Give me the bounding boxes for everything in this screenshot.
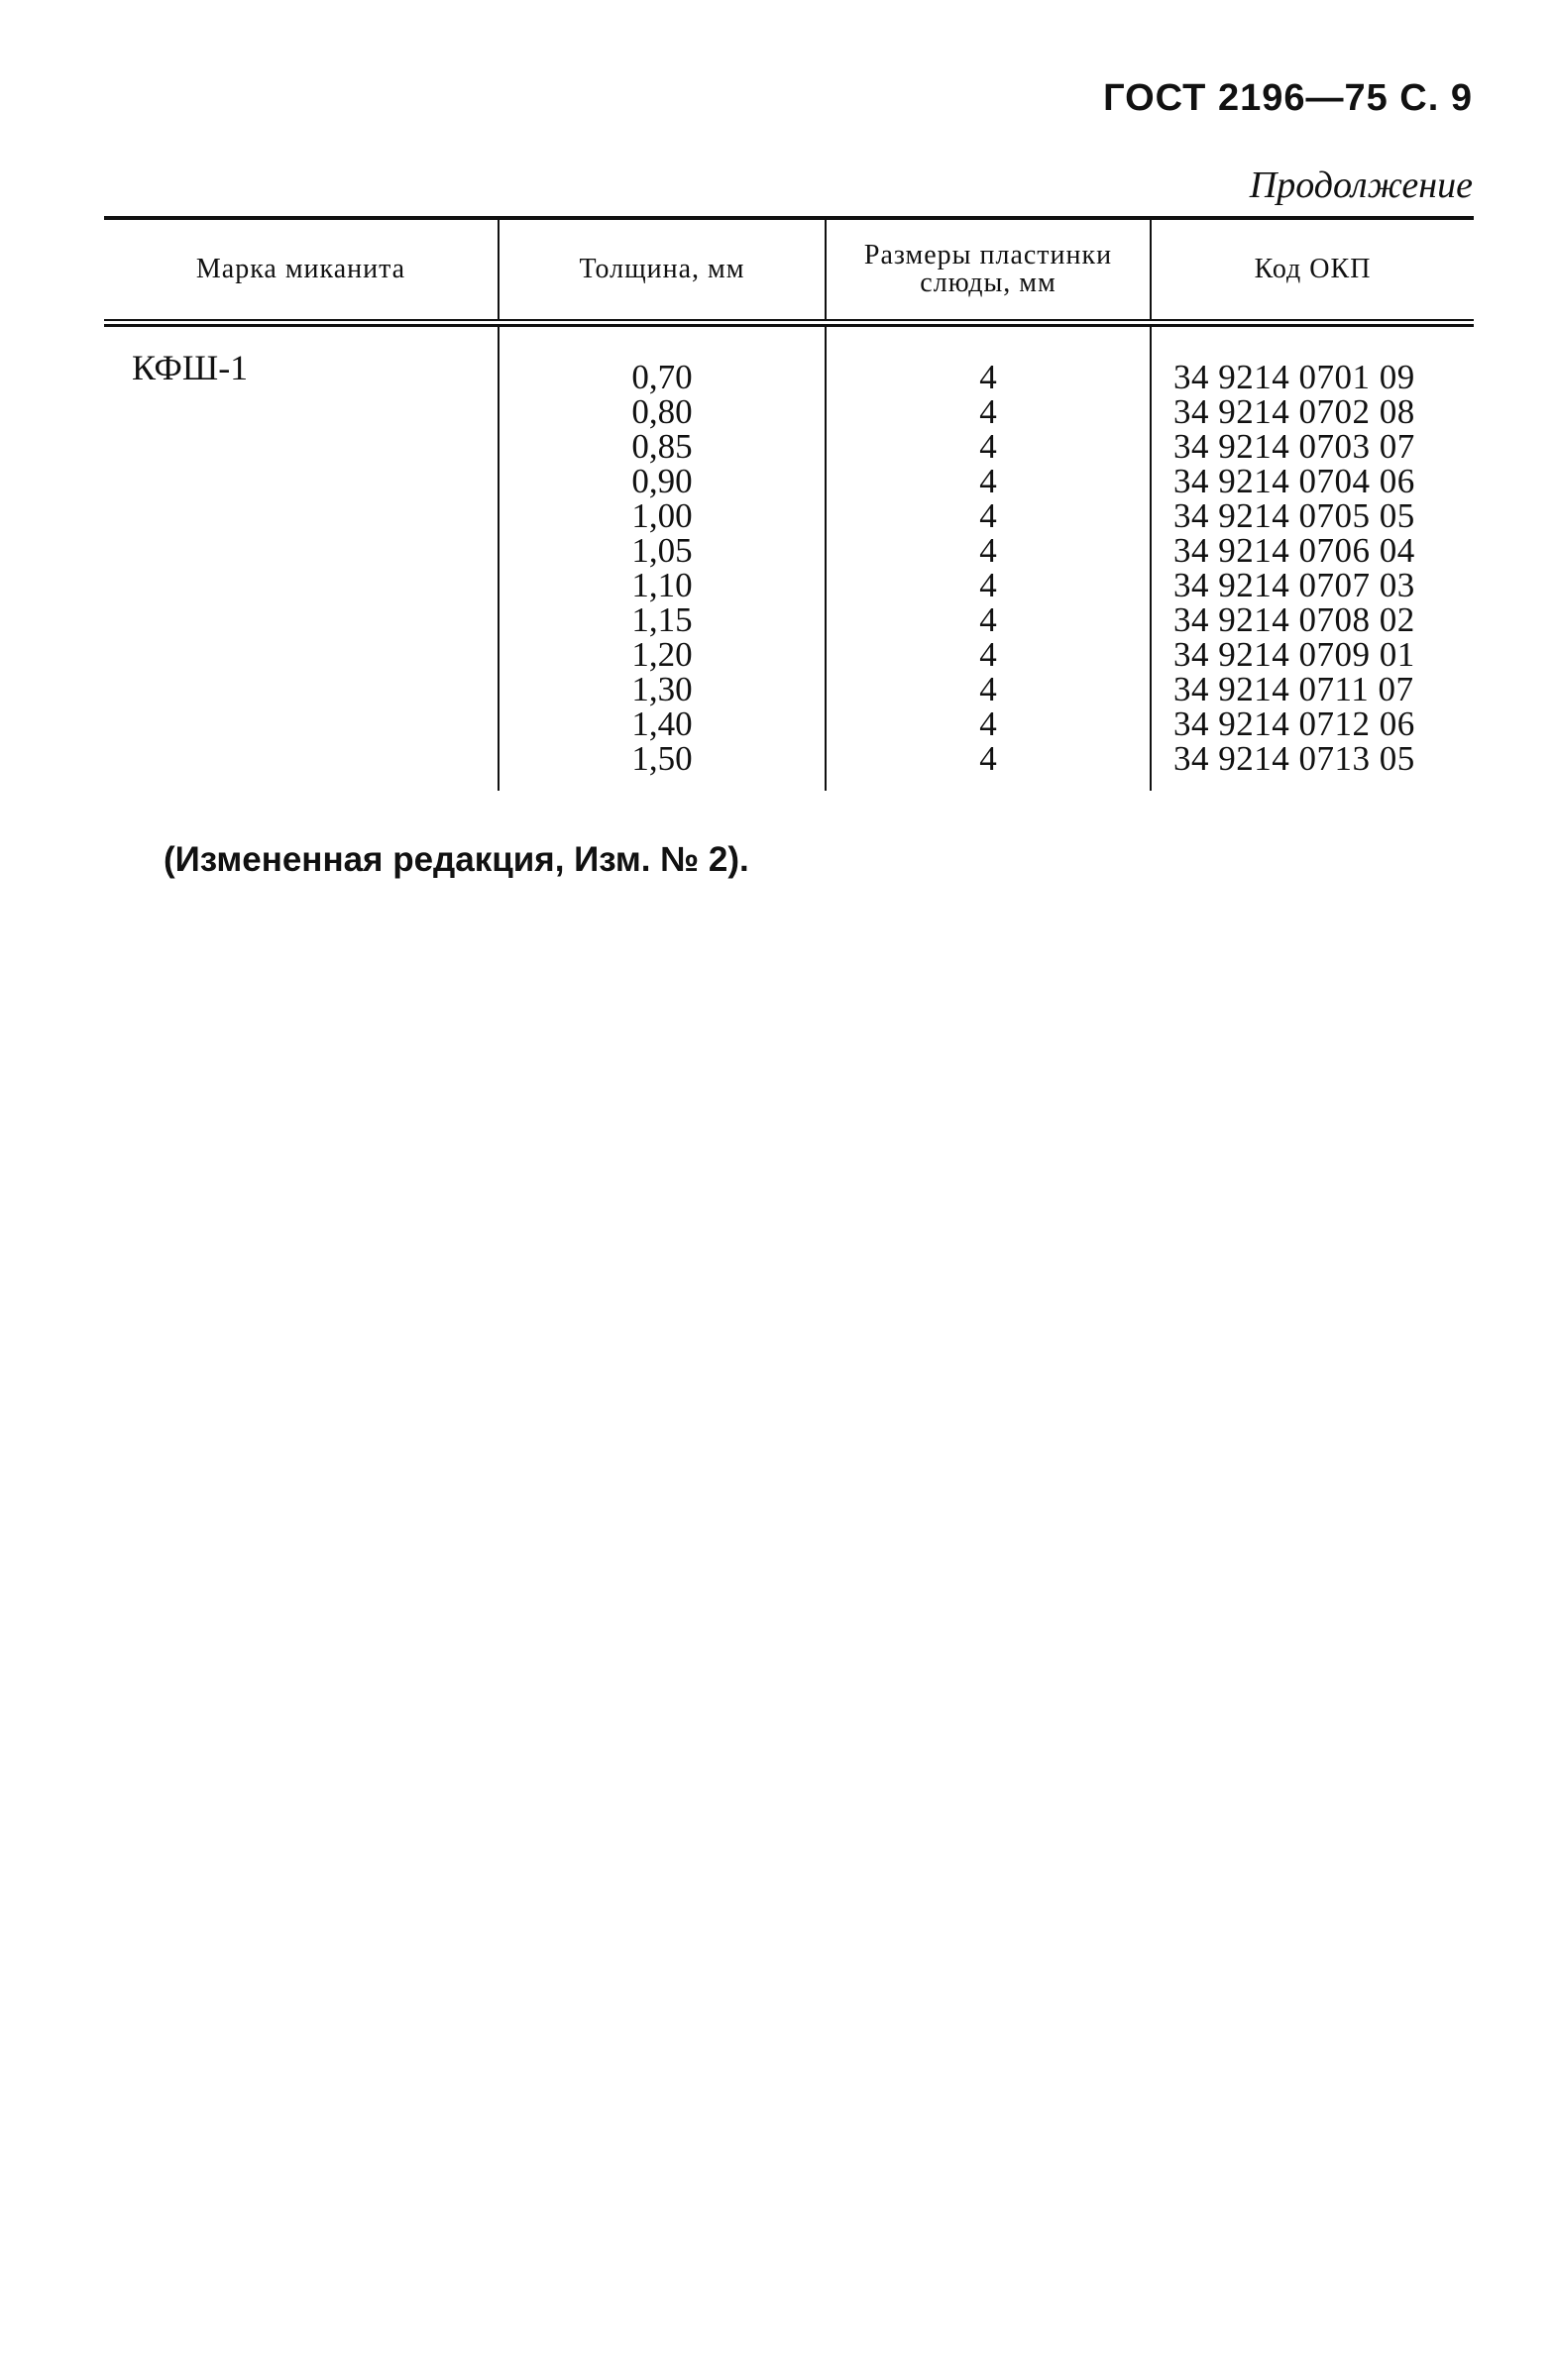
page-header: ГОСТ 2196—75 С. 9 [1103, 77, 1473, 119]
okp-code-value: 34 9214 0712 06 [1173, 704, 1415, 743]
thickness-value: 0,90 [631, 462, 693, 500]
thickness-value: 1,00 [631, 496, 693, 535]
okp-code-value: 34 9214 0706 04 [1173, 531, 1415, 570]
table-header-row [104, 220, 1474, 319]
thickness-value: 1,40 [631, 704, 693, 743]
okp-code-value: 34 9214 0705 05 [1173, 496, 1415, 535]
okp-code-value: 34 9214 0709 01 [1173, 635, 1415, 674]
plate-size-value: 4 [979, 670, 997, 708]
okp-code-value: 34 9214 0704 06 [1173, 462, 1415, 500]
thickness-column [498, 327, 825, 791]
thickness-value: 1,15 [631, 600, 693, 639]
plate-size-value: 4 [979, 704, 997, 743]
revision-note: (Измененная редакция, Изм. № 2). [164, 840, 749, 879]
okp-code-value: 34 9214 0701 09 [1173, 358, 1415, 396]
column-header-plate-size: Размеры пластинки слюды, мм [825, 220, 1150, 319]
table-header-rule [104, 319, 1474, 327]
grade-value: КФШ-1 [132, 348, 249, 387]
thickness-value: 1,50 [631, 739, 693, 778]
plate-size-value: 4 [979, 392, 997, 431]
okp-code-value: 34 9214 0702 08 [1173, 392, 1415, 431]
thickness-value: 1,30 [631, 670, 693, 708]
plate-size-value: 4 [979, 531, 997, 570]
table-body-row [104, 327, 1474, 791]
thickness-value: 1,20 [631, 635, 693, 674]
thickness-value: 1,05 [631, 531, 693, 570]
plate-size-value: 4 [979, 496, 997, 535]
data-table [104, 216, 1474, 791]
plate-size-value: 4 [979, 635, 997, 674]
thickness-value: 0,70 [631, 358, 693, 396]
plate-size-column [825, 327, 1150, 791]
thickness-value: 1,10 [631, 566, 693, 604]
grade-cell [104, 327, 498, 791]
okp-code-value: 34 9214 0708 02 [1173, 600, 1415, 639]
thickness-value: 0,80 [631, 392, 693, 431]
continuation-label: Продолжение [1249, 164, 1473, 206]
plate-size-value: 4 [979, 566, 997, 604]
okp-code-value: 34 9214 0703 07 [1173, 427, 1415, 466]
plate-size-value: 4 [979, 600, 997, 639]
thickness-value: 0,85 [631, 427, 693, 466]
okp-code-value: 34 9214 0707 03 [1173, 566, 1415, 604]
column-header-grade: Марка миканита [195, 254, 406, 284]
plate-size-value: 4 [979, 462, 997, 500]
plate-size-value: 4 [979, 358, 997, 396]
okp-code-value: 34 9214 0711 07 [1173, 670, 1414, 708]
column-header-thickness: Толщина, мм [498, 220, 825, 319]
plate-size-value: 4 [979, 427, 997, 466]
okp-code-column [1150, 327, 1474, 791]
okp-code-value: 34 9214 0713 05 [1173, 739, 1415, 778]
plate-size-value: 4 [979, 739, 997, 778]
column-header-okp-code: Код ОКП [1150, 220, 1474, 319]
